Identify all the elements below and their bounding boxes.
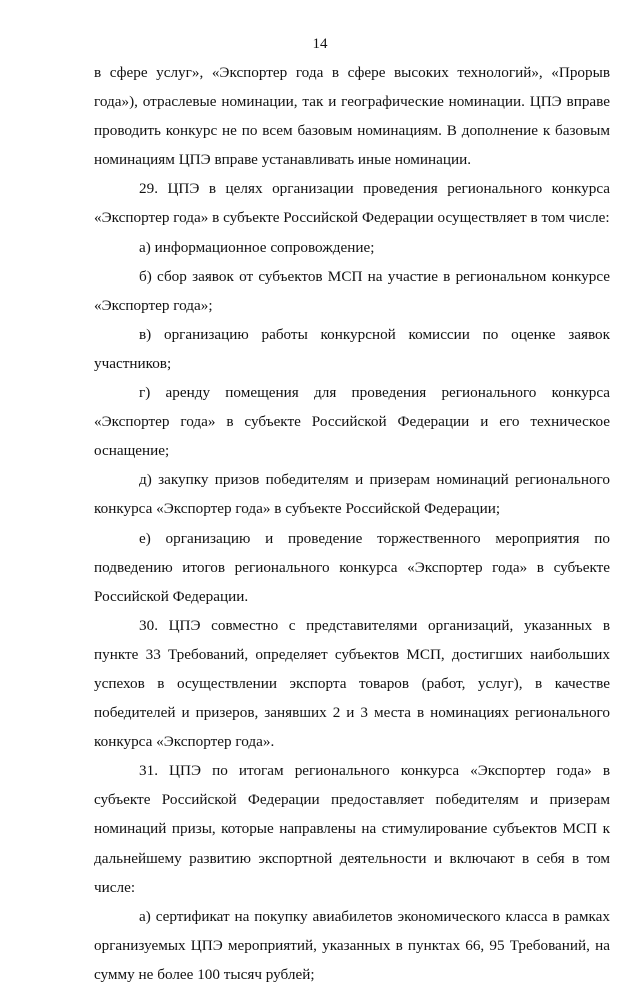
list-item-29g: г) аренду помещения для проведения регионального конкурса «Экспортер года» в субъекте Российской Федерации и его техническое оснащение; — [94, 384, 610, 460]
paragraph-30: 30. ЦПЭ совместно с представителями организаций, указанных в пункте 33 Требований, определяет субъектов МСП, достигших наибольших успехов в осуществлении экспорта товаров (работ, услуг), в качестве победителей и призеров, занявших 2 и 3 места в номинациях регионального конкурса «Экспортер года». — [94, 616, 610, 751]
paragraph-continuation: в сфере услуг», «Экспортер года в сфере высоких технологий», «Прорыв года»), отраслевые номинации, так и географические номинации. ЦПЭ вправе проводить конкурс не по всем базовым номинациям. В дополнение к базовым номинациям ЦПЭ вправе устанавливать иные номинации. — [94, 64, 610, 169]
list-item-31a: а) сертификат на покупку авиабилетов экономического класса в рамках организуемых ЦПЭ мероприятий, указанных в пунктах 66, 95 Требований, на сумму не более 100 тысяч рублей; — [94, 907, 610, 983]
page-content — [94, 58, 610, 989]
paragraph-29: 29. ЦПЭ в целях организации проведения регионального конкурса «Экспортер года» в субъекте Российской Федерации осуществляет в том числе: — [94, 180, 610, 227]
list-item-29b: б) сбор заявок от субъектов МСП на участие в региональном конкурсе «Экспортер года»; — [94, 267, 610, 314]
page-number: 14 — [312, 36, 328, 52]
paragraph-31: 31. ЦПЭ по итогам регионального конкурса «Экспортер года» в субъекте Российской Федерации предоставляет победителям и призерам номинаций призы, которые направлены на стимулирование субъектов МСП к дальнейшему развитию экспортной деятельности и включают в себя в том числе: — [94, 762, 610, 896]
list-item-29d: д) закупку призов победителям и призерам номинаций регионального конкурса «Экспортер года» в субъекте Российской Федерации; — [94, 471, 610, 518]
list-item-29a: а) информационное сопровождение; — [139, 238, 375, 256]
list-item-29e: е) организацию и проведение торжественного мероприятия по подведению итогов регионального конкурса «Экспортер года» в субъекте Российской Федерации. — [94, 529, 610, 605]
list-item-29v: в) организацию работы конкурсной комиссии по оценке заявок участников; — [94, 325, 610, 372]
